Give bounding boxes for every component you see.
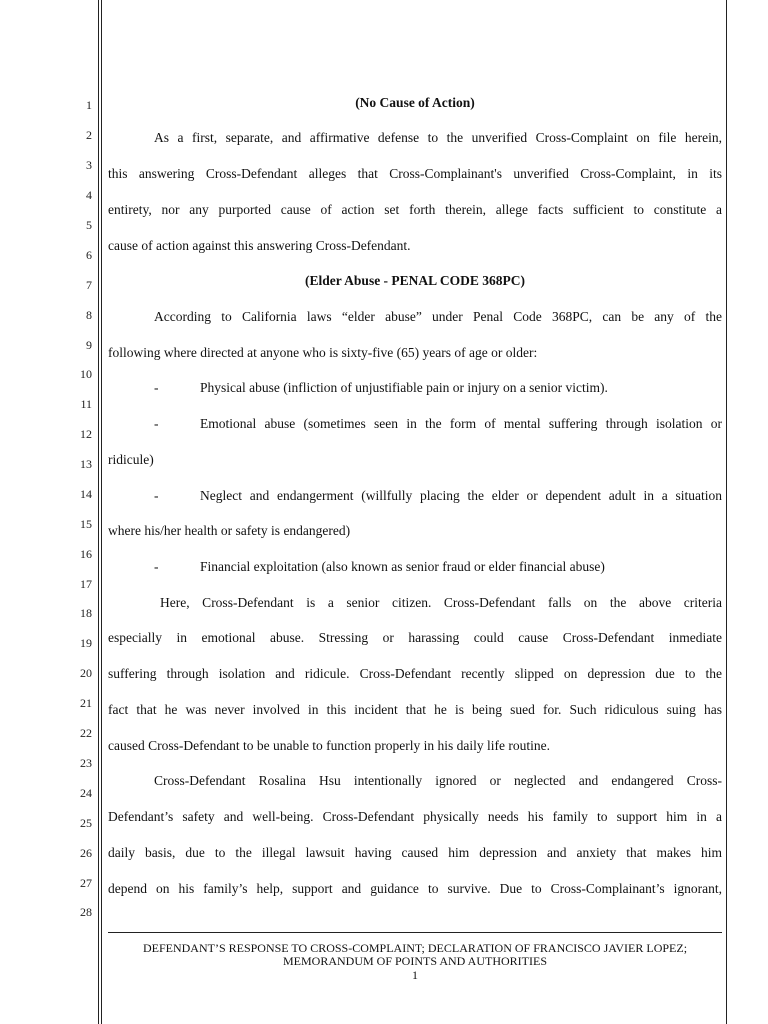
bullet-dash: -: [154, 380, 159, 395]
page-number: 1: [412, 968, 418, 982]
paragraph-line: following where directed at anyone who is sixty-five (65) years of age or older:: [108, 345, 538, 360]
line-number: 5: [86, 218, 92, 232]
bullet-dash: -: [154, 416, 159, 431]
footer-title-line: DEFENDANT’S RESPONSE TO CROSS-COMPLAINT; DECLARATION OF FRANCISCO JAVIER LOPEZ;: [142, 941, 688, 955]
paragraph-line: entirety, nor any purported cause of action set forth therein, allege facts sufficient to constitute a: [108, 202, 722, 217]
bullet-item: [108, 379, 722, 397]
line-number: 4: [86, 188, 92, 202]
line-number: 28: [80, 905, 92, 919]
bullet-dash: -: [154, 488, 159, 503]
paragraph-line: cause of action against this answering Cross-Defendant.: [108, 238, 411, 253]
left-margin-rule: [98, 0, 99, 1024]
paragraph-line: Defendant’s safety and well-being. Cross-Defendant physically needs his family to support him in a: [108, 809, 722, 824]
line-number: 23: [80, 756, 92, 770]
paragraph-line: caused Cross-Defendant to be unable to function properly in his daily life routine.: [108, 738, 551, 753]
bullet-text: Neglect and endangerment (willfully placing the elder or dependent adult in a situation: [200, 488, 722, 503]
line-number: 2: [86, 128, 92, 142]
bullet-continuation: where his/her health or safety is endangered): [108, 523, 351, 538]
paragraph-line: daily basis, due to the illegal lawsuit having caused him depression and anxiety that makes him: [108, 845, 722, 860]
footer-rule: [108, 932, 722, 933]
bullet-item: [108, 415, 722, 433]
line-number: 10: [80, 367, 92, 381]
paragraph-line: this answering Cross-Defendant alleges that Cross-Complainant's unverified Cross-Complaint, in its: [108, 166, 722, 181]
paragraph-line: suffering through isolation and ridicule. Cross-Defendant recently slipped on depression due to the: [108, 666, 722, 681]
bullet-item: [108, 487, 722, 505]
line-number: 15: [80, 517, 92, 531]
paragraph-line: Cross-Defendant Rosalina Hsu intentionally ignored or neglected and endangered Cross-: [154, 773, 722, 788]
paragraph-line: As a first, separate, and affirmative defense to the unverified Cross-Complaint on file herein,: [154, 130, 722, 145]
line-number: 22: [80, 726, 92, 740]
line-number: 17: [80, 577, 92, 591]
paragraph-line: According to California laws “elder abuse” under Penal Code 368PC, can be any of the: [154, 309, 722, 324]
section-heading: (No Cause of Action): [355, 95, 475, 110]
left-margin-rule-inner: [101, 0, 102, 1024]
line-number: 19: [80, 636, 92, 650]
right-margin-rule: [726, 0, 727, 1024]
paragraph-line: Here, Cross-Defendant is a senior citizen. Cross-Defendant falls on the above criteria: [160, 595, 722, 610]
line-number: 18: [80, 606, 92, 620]
line-number: 21: [80, 696, 92, 710]
bullet-text: Emotional abuse (sometimes seen in the form of mental suffering through isolation or: [200, 416, 722, 431]
line-number: 16: [80, 547, 92, 561]
bullet-item: [108, 558, 722, 576]
section-heading: (Elder Abuse - PENAL CODE 368PC): [305, 273, 525, 288]
bullet-text: Financial exploitation (also known as senior fraud or elder financial abuse): [200, 559, 605, 574]
line-number: 14: [80, 487, 92, 501]
bullet-dash: -: [154, 559, 159, 574]
bullet-continuation: ridicule): [108, 452, 154, 467]
footer-title-line: MEMORANDUM OF POINTS AND AUTHORITIES: [282, 954, 548, 968]
line-number: 26: [80, 846, 92, 860]
line-number: 6: [86, 248, 92, 262]
line-number: 13: [80, 457, 92, 471]
paragraph-line: especially in emotional abuse. Stressing or harassing could cause Cross-Defendant inmediate: [108, 630, 722, 645]
line-number: 24: [80, 786, 92, 800]
line-number: 25: [80, 816, 92, 830]
bullet-text: Physical abuse (infliction of unjustifiable pain or injury on a senior victim).: [200, 380, 608, 395]
line-number: 8: [86, 308, 92, 322]
line-number: 3: [86, 158, 92, 172]
paragraph-line: fact that he was never involved in this incident that he is being sued for. Such ridiculous suing has: [108, 702, 722, 717]
line-number: 11: [80, 397, 92, 411]
line-number: 9: [86, 338, 92, 352]
line-number: 1: [86, 98, 92, 112]
line-number: 12: [80, 427, 92, 441]
line-number: 20: [80, 666, 92, 680]
paragraph-line: depend on his family’s help, support and guidance to survive. Due to Cross-Complainant’s ignorant,: [108, 881, 722, 896]
line-number: 27: [80, 876, 92, 890]
line-number: 7: [86, 278, 92, 292]
